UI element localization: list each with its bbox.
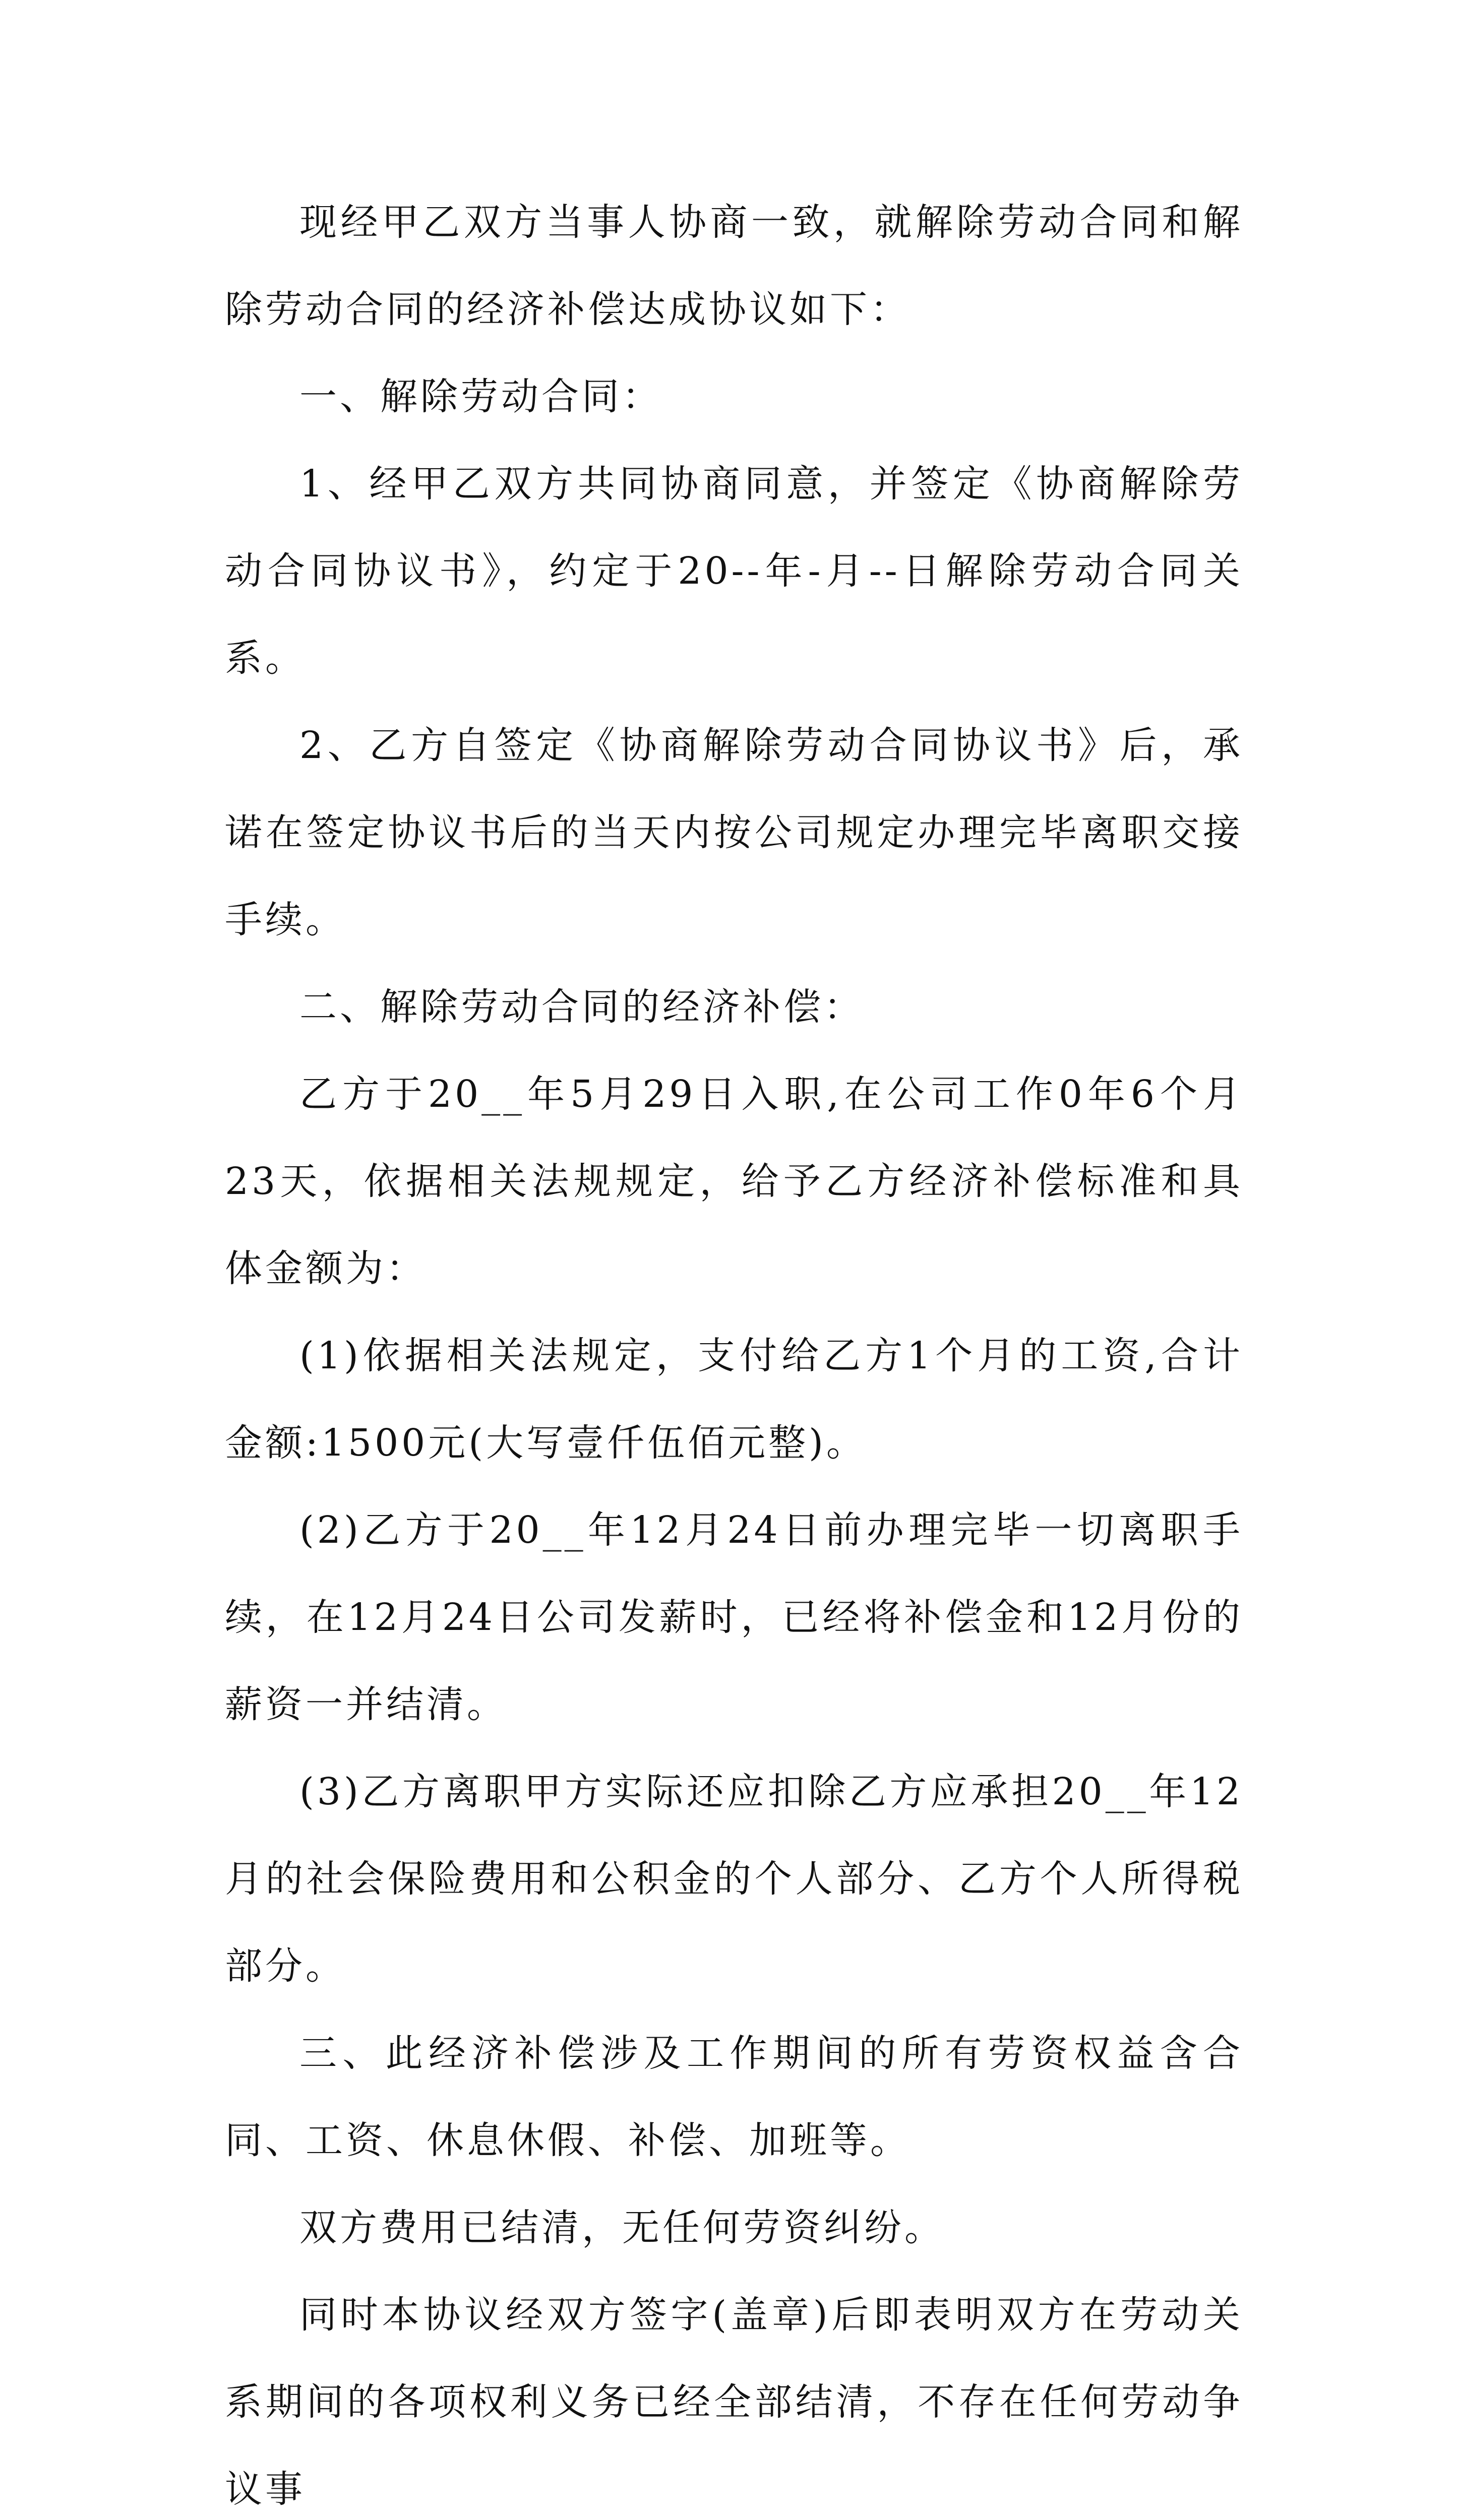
paragraph-item-3: (3)乙方离职甲方实际还应扣除乙方应承担20__年12月的社会保险费用和公积金的个人部分、乙方个人所得税部分。 (225, 1770, 1243, 1988)
paragraph-clause-1: 1、经甲乙双方共同协商同意，并签定《协商解除劳动合同协议书》，约定于20--年-月--日解除劳动合同关系。 (225, 462, 1243, 680)
paragraph-item-1: (1)依据相关法规定，支付给乙方1个月的工资,合计金额:1500元(大写壹仟伍佰元整)。 (225, 1334, 1243, 1465)
paragraph-item-2: (2)乙方于20__年12月24日前办理完毕一切离职手续，在12月24日公司发薪时，已经将补偿金和12月份的薪资一并结清。 (225, 1508, 1243, 1726)
section-heading-1: 一、解除劳动合同： (299, 375, 662, 418)
paragraph-clause-2: 2、乙方自签定《协商解除劳动合同协议书》后，承诺在签定协议书后的当天内按公司规定办理完毕离职交接手续。 (225, 724, 1243, 941)
paragraph-intro: 现经甲乙双方当事人协商一致，就解除劳动合同和解除劳动合同的经济补偿达成协议如下： (225, 201, 1243, 331)
section-heading-3: 三、此经济补偿涉及工作期间的所有劳资权益含合同、工资、休息休假、补偿、加班等。 (225, 2032, 1243, 2162)
document-body (225, 179, 1243, 2520)
section-heading-2: 二、解除劳动合同的经济补偿： (299, 985, 864, 1029)
paragraph-employment-term: 乙方于20__年5月29日入职,在公司工作0年6个月23天，依据相关法规规定，给予乙方经济补偿标准和具体金额为： (225, 1073, 1243, 1290)
paragraph-final: 同时本协议经双方签字(盖章)后即表明双方在劳动关系期间的各项权利义务已经全部结清，不存在任何劳动争议事 (225, 2293, 1243, 2511)
paragraph-settled: 双方费用已结清，无任何劳资纠纷。 (299, 2206, 945, 2249)
